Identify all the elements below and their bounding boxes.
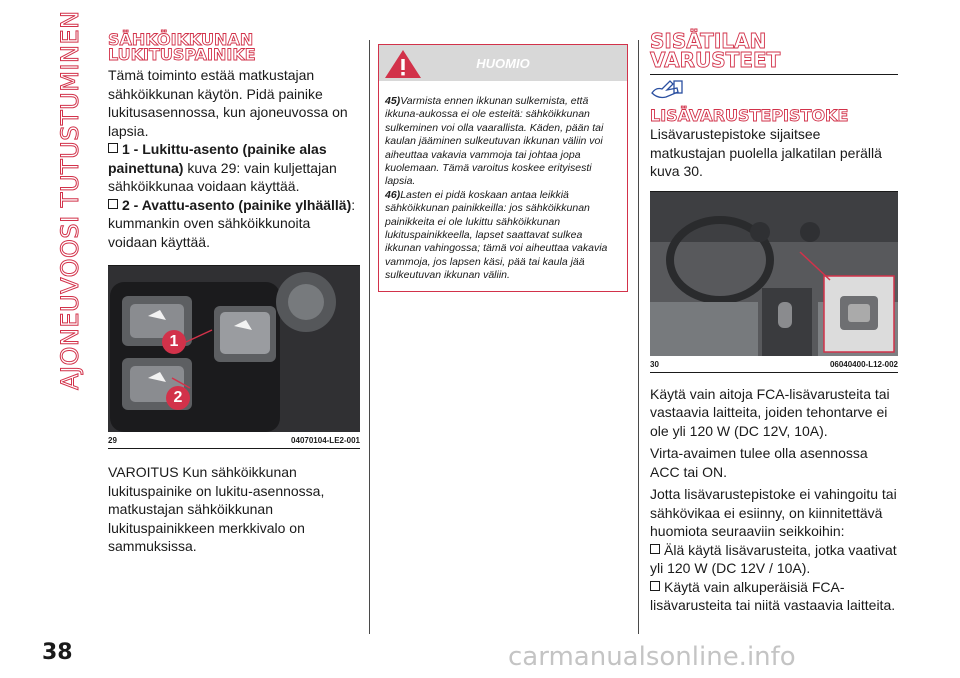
warning-box (378, 44, 628, 292)
figure-number: 30 (650, 359, 659, 369)
item-text: Käytä vain alkuperäisiä FCA-lisävarusteita tai niitä vastaavia laitteita. (650, 578, 896, 614)
item-text: : kummankin oven sähköikkunoita voidaan käyttää. (108, 196, 356, 250)
column-divider (638, 40, 639, 634)
section-sidebar-title: AJONEUVOOSI TUTUSTUMINEN (56, 10, 84, 390)
heading-underline (650, 74, 898, 75)
warning-note (385, 189, 621, 283)
left-column (108, 32, 360, 556)
figure-image (650, 192, 898, 356)
note-text: Lasten ei pidä koskaan antaa leikkiä sähköikkunan painikkeilla: jos sähköikkunan painikkeita ei ole lukittu sähköikkunan lukituspainikkeella, lapset saattavat sulkea ikkunan vahingossa; tämä voi aiheuttaa vakavia vammoja, jos lapsen käsi, pää tai kaula jää sulkeutuvan ikkunan väliin. (385, 188, 608, 282)
warning-triangle-icon (383, 48, 423, 80)
column-divider (369, 40, 370, 634)
note-number: 45) (385, 95, 401, 107)
section-heading: SISÄTILAN VARUSTEET (650, 29, 781, 72)
window-switch-panel-illustration (108, 266, 360, 432)
list-item (108, 196, 360, 252)
warning-header (379, 45, 627, 81)
paragraph: Jotta lisävarustepistoke ei vahingoitu tai sähkövikaa ei esiinny, on kiinnitettävä huomiota seuraaviin seikkoihin: (650, 486, 897, 540)
warning-body (379, 81, 627, 291)
note-number: 46) (385, 188, 401, 201)
section-heading: SÄHKÖIKKUNAN LUKITUSPAINIKE (108, 30, 256, 64)
checkbox-bullet-icon (108, 143, 118, 153)
car-interior-illustration (650, 192, 898, 356)
figure-caption (108, 432, 360, 448)
figure-image (108, 266, 360, 432)
note-text: Varmista ennen ikkunan sulkemista, että ikkuna-aukossa ei ole esteitä: sähköikkunan sulkeminen voi olla vaarallista. Käden, pään tai kaulan jääminen sulkeutuvan ikkunan väliin voi aiheuttaa vakavia vammoja tai johtaa jopa kuolemaan. Tämä varoitus koskee erityisesti lapsia. (385, 95, 604, 188)
list-item (108, 140, 360, 196)
list-item (650, 541, 898, 578)
callout-2: 2 (166, 386, 190, 410)
item-text: Älä käytä lisävarusteita, jotka vaativat yli 120 W (DC 12V / 10A). (650, 541, 897, 577)
figure-accessory-socket (650, 191, 898, 373)
right-column (650, 29, 898, 615)
figure-window-lock (108, 265, 360, 449)
hand-pointer-icon (650, 79, 684, 99)
callout-1: 1 (162, 330, 186, 354)
intro-paragraph: Tämä toiminto estää matkustajan sähköikkunan käytön. Pidä painike lukitusasennossa, kun ajoneuvossa on lapsia. (108, 67, 348, 139)
watermark: carmanualsonline.info (508, 642, 796, 672)
sub-heading: LISÄVARUSTEPISTOKE (650, 106, 849, 126)
checkbox-bullet-icon (650, 581, 660, 591)
warning-note (385, 95, 621, 189)
item-text: kuva 29: vain kuljettajan sähköikkunaa voidaan käyttää. (108, 159, 337, 194)
middle-column (378, 44, 628, 292)
figure-caption (650, 356, 898, 372)
warning-title: HUOMIO (476, 55, 530, 71)
intro-paragraph: Lisävarustepistoke sijaitsee matkustajan puolella jalkatilan perällä kuva 30. (650, 126, 882, 180)
list-item (650, 578, 898, 615)
item-bold-label: 1 - Lukittu-asento (painike alas painettuna) (108, 141, 327, 176)
figure-code: 04070104-LE2-001 (291, 436, 360, 445)
item-bold-label: 2 - Avattu-asento (painike ylhäällä) (122, 196, 352, 213)
figure-number: 29 (108, 436, 117, 445)
checkbox-bullet-icon (108, 199, 118, 209)
note-paragraph: VAROITUS Kun sähköikkunan lukituspainike on lukitu-asennossa, matkustajan sähköikkunan lukituspainikkeen merkkivalo on sammuksissa. (108, 464, 325, 554)
page-number: 38 (42, 640, 73, 665)
paragraph: Käytä vain aitoja FCA-lisävarusteita tai vastaavia laitteita, joiden tehontarve ei ole yli 120 W (DC 12V, 10A). (650, 385, 890, 439)
checkbox-bullet-icon (650, 544, 660, 554)
figure-code: 06040400-L12-002 (829, 359, 898, 369)
paragraph: Virta-avaimen tulee olla asennossa ACC tai ON. (650, 445, 868, 480)
